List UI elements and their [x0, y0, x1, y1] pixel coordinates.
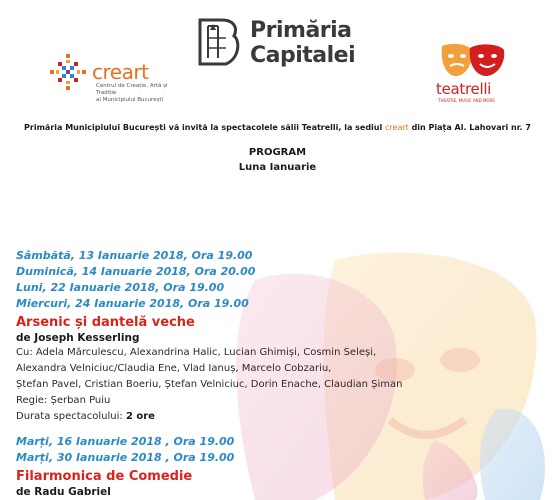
- invitation-line: [0, 123, 555, 132]
- show-author: de Joseph Kesserling: [16, 332, 140, 344]
- theatre-masks-icon: [438, 42, 508, 80]
- invitation-brand: creart: [385, 123, 409, 132]
- show-duration: [16, 409, 546, 425]
- show-cast-line: Alexandra Velniciuc/Claudia Ene, Vlad Ianuș, Marcelo Cobzariu,: [16, 363, 332, 374]
- creart-emblem-icon: [48, 52, 88, 92]
- show-title: Filarmonica de Comedie: [16, 469, 193, 484]
- show-block-filarmonica: [16, 434, 546, 499]
- teatrelli-name: teatrelli: [436, 80, 492, 98]
- teatrelli-logo: [436, 42, 516, 102]
- show-date: Miercuri, 24 Ianuarie 2018, Ora 19.00: [16, 297, 249, 310]
- invitation-text-after: din Piața Al. Lahovari nr. 7: [408, 123, 531, 132]
- show-date: Sâmbătă, 13 Ianuarie 2018, Ora 19.00: [16, 249, 253, 262]
- show-cast-line: Ștefan Pavel, Cristian Boeriu, Ștefan Velniciuc, Dorin Enache, Claudian Șiman: [16, 379, 403, 390]
- show-cast-line: Cu: Adela Mărculescu, Alexandrina Halic, Lucian Ghimiși, Cosmin Seleși,: [16, 347, 377, 358]
- primaria-b-emblem-icon: [196, 18, 242, 68]
- show-date: Marți, 16 Ianuarie 2018 , Ora 19.00: [16, 435, 235, 448]
- creart-name: creart: [92, 60, 149, 84]
- month-heading: Luna Ianuarie: [238, 162, 317, 173]
- primaria-title-line1: Primăria: [250, 18, 352, 43]
- teatrelli-tagline: THEATRE, MUSIC AND MORE: [438, 98, 495, 103]
- show-date: Marți, 30 Ianuarie 2018 , Ora 19.00: [16, 451, 235, 464]
- invitation-text-before: Primăria Municipiului București vă invită la spectacolele sălii Teatrelli, la sediul: [24, 123, 386, 132]
- show-duration-label: Durata spectacolului:: [16, 411, 126, 422]
- show-date: Luni, 22 Ianuarie 2018, Ora 19.00: [16, 281, 225, 294]
- show-title: Arsenic și dantelă veche: [16, 315, 195, 330]
- show-date: Duminică, 14 Ianuarie 2018, Ora 20.00: [16, 265, 256, 278]
- program-list: [16, 248, 546, 499]
- primaria-capitalei-logo: [196, 18, 371, 73]
- show-author: de Radu Gabriel: [16, 486, 111, 498]
- program-heading: PROGRAM: [248, 147, 307, 158]
- creart-subtitle: Centrul de Creație, Artă și Tradiție al Municipiului București: [96, 83, 168, 103]
- creart-logo: [48, 52, 188, 102]
- show-duration-value: 2 ore: [125, 411, 155, 422]
- show-block-arsenic: [16, 248, 546, 425]
- primaria-title-line2: Capitalei: [250, 43, 356, 68]
- show-director: Regie: Șerban Puiu: [16, 395, 111, 406]
